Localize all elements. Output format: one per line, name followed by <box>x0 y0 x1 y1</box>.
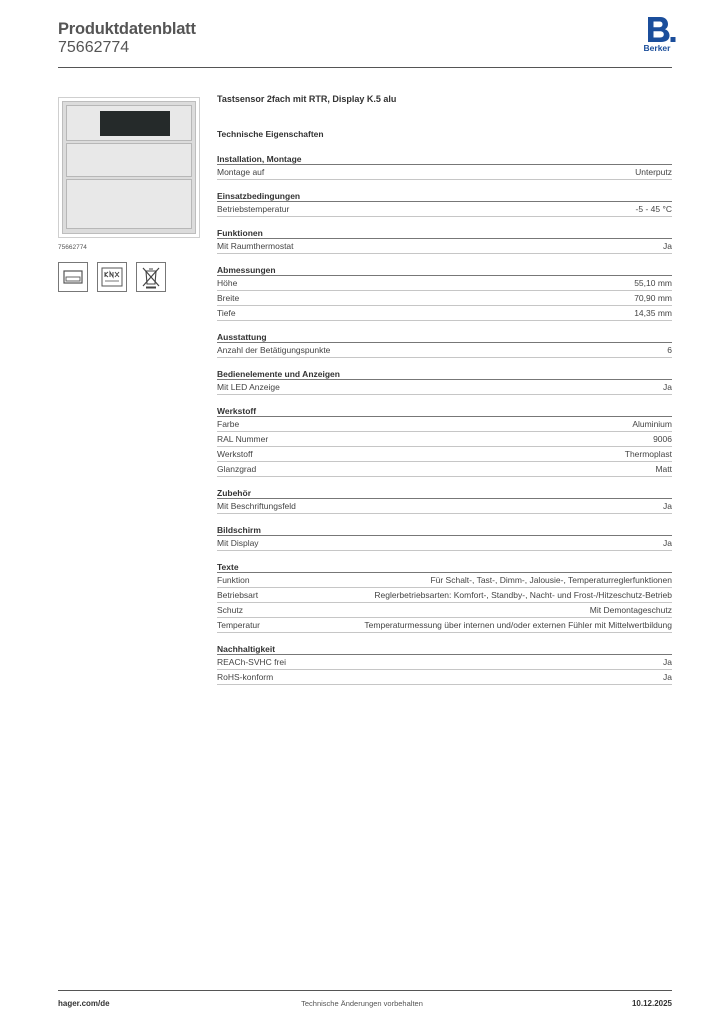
logo-text: Berker <box>643 43 671 53</box>
spec-value: 9006 <box>653 434 672 444</box>
section-title: Einsatzbedingungen <box>217 191 672 202</box>
rocker-middle <box>66 143 192 177</box>
section-bildschirm <box>217 525 672 551</box>
section-title: Werkstoff <box>217 406 672 417</box>
section-texte <box>217 562 672 633</box>
spec-value: Thermoplast <box>624 449 672 459</box>
spec-row <box>217 432 672 447</box>
spec-key: Mit Raumthermostat <box>217 241 294 251</box>
spec-value: Unterputz <box>635 167 672 177</box>
section-title: Nachhaltigkeit <box>217 644 672 655</box>
spec-key: RAL Nummer <box>217 434 269 444</box>
image-caption: 75662774 <box>58 244 87 251</box>
spec-key: Höhe <box>217 278 238 288</box>
spec-value: Ja <box>663 672 672 682</box>
spec-row <box>217 499 672 514</box>
spec-row <box>217 380 672 395</box>
spec-value: 55,10 mm <box>634 278 672 288</box>
spec-value: Ja <box>663 382 672 392</box>
spec-key: Funktion <box>217 575 250 585</box>
spec-row <box>217 417 672 432</box>
spec-row <box>217 239 672 254</box>
section-title: Funktionen <box>217 228 672 239</box>
section-title: Bildschirm <box>217 525 672 536</box>
spec-key: Mit LED Anzeige <box>217 382 280 392</box>
weee-crossed-bin-icon <box>136 262 166 292</box>
section-title: Texte <box>217 562 672 573</box>
spec-value: Reglerbetriebsarten: Komfort-, Standby-, Nacht- und Frost-/Hitzeschutz-Betrieb <box>374 590 672 600</box>
spec-value: 6 <box>667 345 672 355</box>
spec-key: Glanzgrad <box>217 464 257 474</box>
spec-value: Temperaturmessung über internen und/oder externen Fühler mit Mittelwertbildung <box>364 620 672 630</box>
spec-key: Tiefe <box>217 308 236 318</box>
spec-row <box>217 165 672 180</box>
spec-value: Ja <box>663 657 672 667</box>
switch-plate <box>62 101 196 234</box>
spec-value: Ja <box>663 538 672 548</box>
product-image <box>58 97 200 238</box>
section-nachhaltigkeit <box>217 644 672 685</box>
flush-mount-box-icon <box>58 262 88 292</box>
spec-row <box>217 603 672 618</box>
spec-row <box>217 618 672 633</box>
display-screen <box>100 111 170 136</box>
section-title: Abmessungen <box>217 265 672 276</box>
spec-key: Werkstoff <box>217 449 253 459</box>
spec-value: 14,35 mm <box>634 308 672 318</box>
knx-icon <box>97 262 127 292</box>
spec-key: Schutz <box>217 605 243 615</box>
berker-b-icon <box>638 16 676 44</box>
spec-row <box>217 202 672 217</box>
section-ausstattung <box>217 332 672 358</box>
spec-key: RoHS-konform <box>217 672 274 682</box>
spec-value: 70,90 mm <box>634 293 672 303</box>
spec-row <box>217 536 672 551</box>
footer-disclaimer: Technische Änderungen vorbehalten <box>301 999 423 1008</box>
section-zubehoer <box>217 488 672 514</box>
spec-row <box>217 588 672 603</box>
spec-value: Mit Demontageschutz <box>589 605 672 615</box>
spec-row <box>217 343 672 358</box>
spec-value: Aluminium <box>632 419 672 429</box>
section-bedienelemente <box>217 369 672 395</box>
spec-key: Breite <box>217 293 240 303</box>
spec-key: Betriebsart <box>217 590 259 600</box>
section-abmessungen <box>217 265 672 321</box>
page-title: Produktdatenblatt <box>58 20 196 38</box>
rocker-top <box>66 105 192 141</box>
spec-value: -5 - 45 °C <box>635 204 672 214</box>
section-einsatzbedingungen <box>217 191 672 217</box>
footer-divider <box>58 990 672 991</box>
spec-row <box>217 291 672 306</box>
rocker-bottom <box>66 179 192 229</box>
spec-row <box>217 655 672 670</box>
footer-website-link[interactable]: hager.com/de <box>58 999 110 1008</box>
spec-row <box>217 462 672 477</box>
section-werkstoff <box>217 406 672 477</box>
spec-value: Matt <box>655 464 672 474</box>
article-number: 75662774 <box>58 39 130 56</box>
spec-value: Ja <box>663 501 672 511</box>
header-divider <box>58 67 672 68</box>
spec-key: Betriebstemperatur <box>217 204 290 214</box>
spec-row <box>217 447 672 462</box>
spec-row <box>217 670 672 685</box>
section-funktionen <box>217 228 672 254</box>
section-installation <box>217 154 672 180</box>
spec-key: Farbe <box>217 419 240 429</box>
spec-key: Mit Beschriftungsfeld <box>217 501 296 511</box>
spec-key: Mit Display <box>217 538 259 548</box>
spec-row <box>217 276 672 291</box>
section-title: Zubehör <box>217 488 672 499</box>
section-title: Ausstattung <box>217 332 672 343</box>
tech-heading: Technische Eigenschaften <box>217 129 324 139</box>
section-title: Bedienelemente und Anzeigen <box>217 369 672 380</box>
spec-key: REACh-SVHC frei <box>217 657 286 667</box>
spec-row <box>217 573 672 588</box>
spec-key: Montage auf <box>217 167 265 177</box>
spec-row <box>217 306 672 321</box>
spec-key: Temperatur <box>217 620 260 630</box>
spec-key: Anzahl der Betätigungspunkte <box>217 345 331 355</box>
spec-value: Für Schalt-, Tast-, Dimm-, Jalousie-, Temperaturreglerfunktionen <box>430 575 672 585</box>
spec-content <box>217 94 672 685</box>
section-title: Installation, Montage <box>217 154 672 165</box>
product-name: Tastsensor 2fach mit RTR, Display K.5 alu <box>217 94 397 104</box>
spec-value: Ja <box>663 241 672 251</box>
footer-date: 10.12.2025 <box>631 999 672 1008</box>
berker-logo <box>638 16 676 56</box>
